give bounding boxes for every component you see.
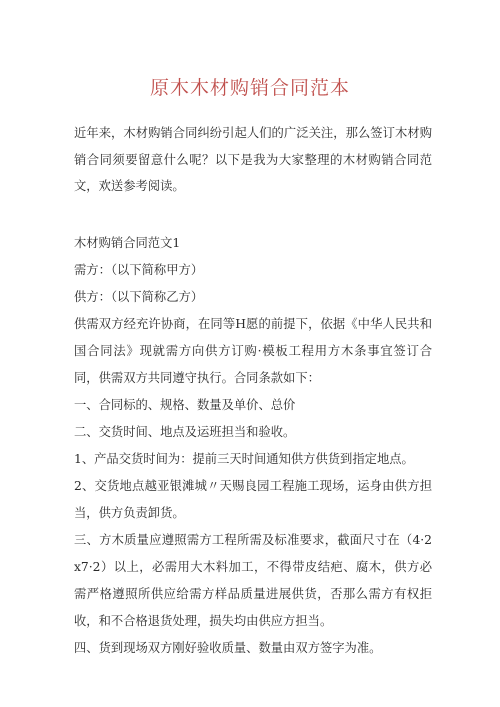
seller-line: 供方：（以下简称乙方） — [74, 289, 204, 304]
document-body — [74, 120, 432, 662]
section-heading: 木材购销合同范文1 — [74, 235, 181, 250]
preamble-paragraph: 供需双方经充许协商，在同等H愿的前提下，依据《中华人民共和国合同法》现就需方向供方订购·模板工程用方木条事宜签订合同，供需双方共同遵守执行。合同条款如下： — [74, 316, 432, 385]
clause-2-item-2: 2、交货地点越亚银滩城〃天赐良园工程施工现场，运身由供方担当，供方负责卸货。 — [74, 478, 432, 520]
clause-2: 二、交货时间、地点及运班担当和验收。 — [74, 424, 296, 439]
paragraph-gap — [74, 200, 432, 230]
clause-2-item-1: 1、产品交货时间为：提前三天时间通知供方供货到指定地点。 — [74, 451, 414, 466]
clause-1: 一、合同标的、规格、数量及单价、总价 — [74, 397, 296, 412]
intro-paragraph: 近年来，木材购销合同纠纷引起人们的广泛关注，那么签订木材购销合同须要留意什么呢？以下是我为大家整理的木材购销合同范文，欢送参考阅读。 — [74, 126, 432, 193]
buyer-line: 需方：（以下简称甲方） — [74, 262, 204, 277]
document-title: 原木木材购销合同范本 — [149, 77, 350, 99]
clause-4: 四、货到现场双方刚好验收质量、数量由双方签字为准。 — [74, 640, 382, 655]
clause-3: 三、方木质量应遵照需方工程所需及标准要求，截面尺寸在（4·2x7·2）以上，必需用大木料加工，不得带皮结疤、腐木，供方必需严格遵照所供应给需方样品质量进展供货，否那么需方有权拒收，和不合格退货处理，损失均由供应方担当。 — [74, 532, 432, 628]
